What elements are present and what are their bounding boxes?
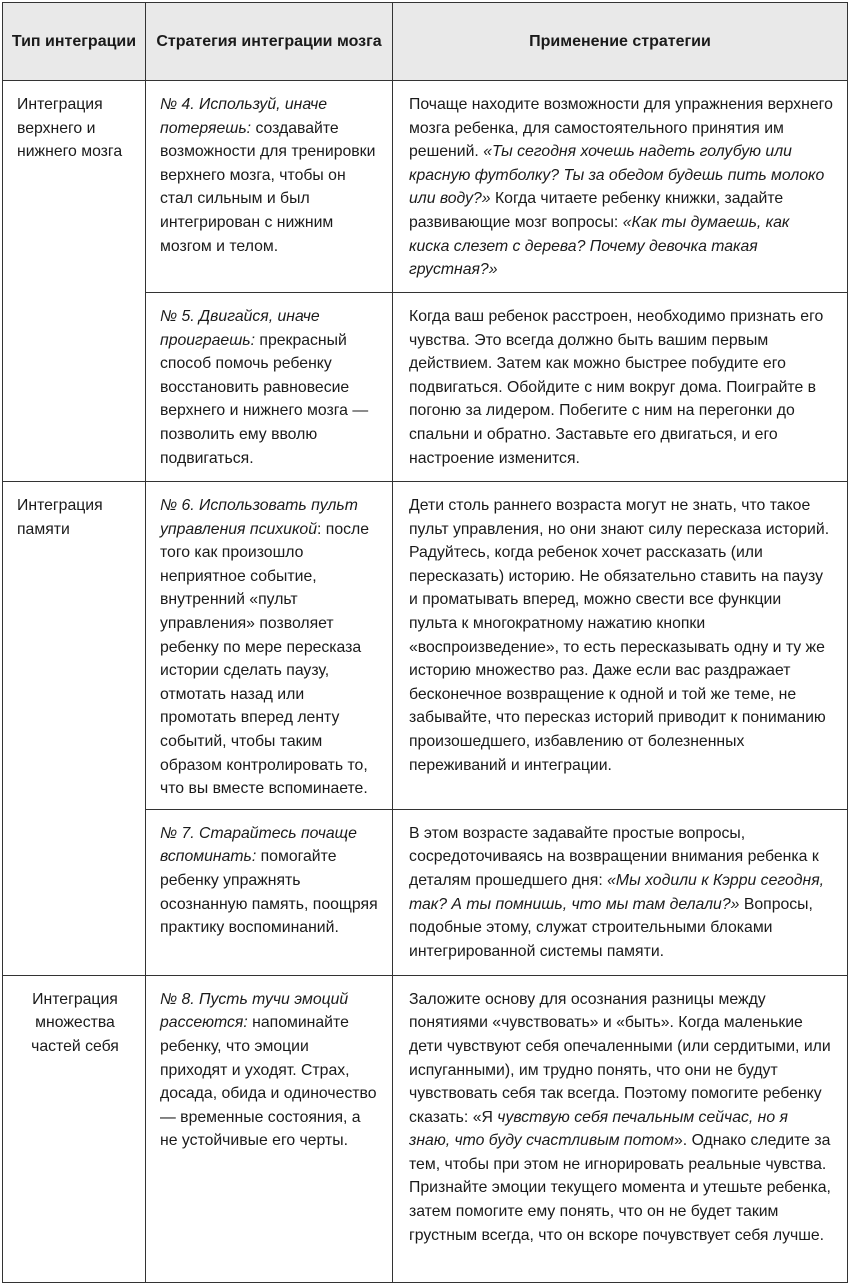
table-header-row (3, 3, 848, 81)
application-quote: «Ты сегодня хочешь надеть голубую или красную футболку? Ты за обедом будешь пить молоко или воду?» (409, 143, 825, 208)
strategy-title: № 8. Пусть тучи эмоций рассеются: (160, 990, 349, 1032)
application-cell (393, 809, 848, 975)
strategy-table (2, 2, 848, 1283)
header-type: Тип интеграции (3, 3, 146, 81)
strategy-cell (146, 293, 393, 482)
strategy-title: № 6. Использовать пульт управления психикой (160, 497, 358, 538)
strategy-text: создавайте возможности для тренировки верхнего мозга, чтобы он стал сильным и был интегрирован с нижним мозгом и телом. (160, 119, 376, 255)
type-cell: Интеграция верхнего и нижнего мозга (3, 81, 146, 482)
strategy-cell (146, 81, 393, 293)
strategy-cell (146, 809, 393, 975)
application-quote: чувствую себя печальным сейчас, но я знаю, что буду счастливым потом (409, 1108, 788, 1150)
strategy-text: : после того как произошло неприятное событие, внутренний «пульт управления» позволяет ребенку по мере пересказа истории сделать паузу, отмотать назад или промотать вперед ленту событий, чтобы таким образом контролировать то, что вы вместе вспоминаете. (160, 520, 370, 798)
application-text: Почаще находите возможности для упражнения верхнего мозга ребенка, для самостоятельного принятия им решений. (409, 96, 833, 161)
application-text: Когда ваш ребенок расстроен, необходимо признать его чувства. Это всегда должно быть вашим первым действием. Затем как можно быстрее побудите его подвигаться. Обойдите с ним вокруг дома. Поиграйте в погоню за лидером. Побегите с ним на перегонки до спальни и обратно. Заставьте его двигаться, и его настроение изменится. (409, 308, 824, 467)
application-text: Вопросы, подобные этому, служат строительными блоками интегрированной системы памяти. (409, 895, 813, 960)
table-row (3, 81, 848, 293)
application-text: Когда читаете ребенку книжки, задайте развивающие мозг вопросы: (409, 190, 784, 231)
application-cell (393, 482, 848, 810)
strategy-text: напоминайте ребенку, что эмоции приходят и уходят. Страх, досада, обида и одиночество — временные состояния, а не устойчивые его черты. (160, 1014, 377, 1150)
application-text: Дети столь раннего возраста могут не знать, что такое пульт управления, но они знают силу пересказа историй. Радуйтесь, когда ребенок хочет рассказать (или пересказать) историю. Не обязательно ставить на паузу и проматывать вперед, можно свести все функции пульта к многократному нажатию кнопки «воспроизведение», то есть пересказывать одну и ту же историю множество раз. Даже если вас раздражает бесконечное возвращение к одной и той же теме, не забывайте, что пересказ историй приводит к пониманию произошедшего, избавлению от болезненных переживаний и интеграции. (409, 497, 830, 774)
table-row (3, 975, 848, 1282)
strategy-text: прекрасный способ помочь ребенку восстановить равновесие верхнего и нижнего мозга — позволить ему вволю подвигаться. (160, 331, 369, 467)
strategy-title: № 5. Двигайся, иначе проиграешь: (160, 308, 320, 349)
application-text: Заложите основу для осознания разницы между понятиями «чувствовать» и «быть». Когда маленькие дети чувствуют себя опечаленными (или сердитыми, или испуганными), им трудно понять, что они не будут чувствовать себя так всегда. Поэтому помогите ребенку сказать: «Я (409, 990, 831, 1126)
strategy-cell (146, 482, 393, 810)
strategy-cell (146, 975, 393, 1282)
strategy-title: № 4. Используй, иначе потеряешь: (160, 96, 328, 137)
application-text: В этом возрасте задавайте простые вопросы, сосредоточиваясь на возвращении внимания ребенка к деталям прошедшего дня: (409, 824, 819, 889)
type-cell: Интеграция памяти (3, 482, 146, 976)
application-text: ». Однако следите за тем, чтобы при этом не игнорировать реальные чувства. Признайте эмоции текущего момента и утешьте ребенка, затем помогите ему понять, что он не будет таким грустным всегда, что он вскоре почувствует себя лучше. (409, 1132, 831, 1244)
header-strategy: Стратегия интеграции мозга (146, 3, 393, 81)
application-cell (393, 975, 848, 1282)
application-quote: «Как ты думаешь, как киска слезет с дерева? Почему девочка такая грустная?» (409, 213, 790, 279)
application-cell (393, 293, 848, 482)
application-cell (393, 81, 848, 293)
strategy-text: помогайте ребенку упражнять осознанную память, поощряя практику воспоминаний. (160, 848, 378, 937)
type-cell: Интеграция множества частей себя (3, 975, 146, 1282)
application-quote: «Мы ходили к Кэрри сегодня, так? А ты помнишь, что мы там делали?» (409, 871, 825, 913)
header-application: Применение стратегии (393, 3, 848, 81)
strategy-title: № 7. Старайтесь почаще вспоминать: (160, 824, 357, 866)
table-row (3, 482, 848, 810)
